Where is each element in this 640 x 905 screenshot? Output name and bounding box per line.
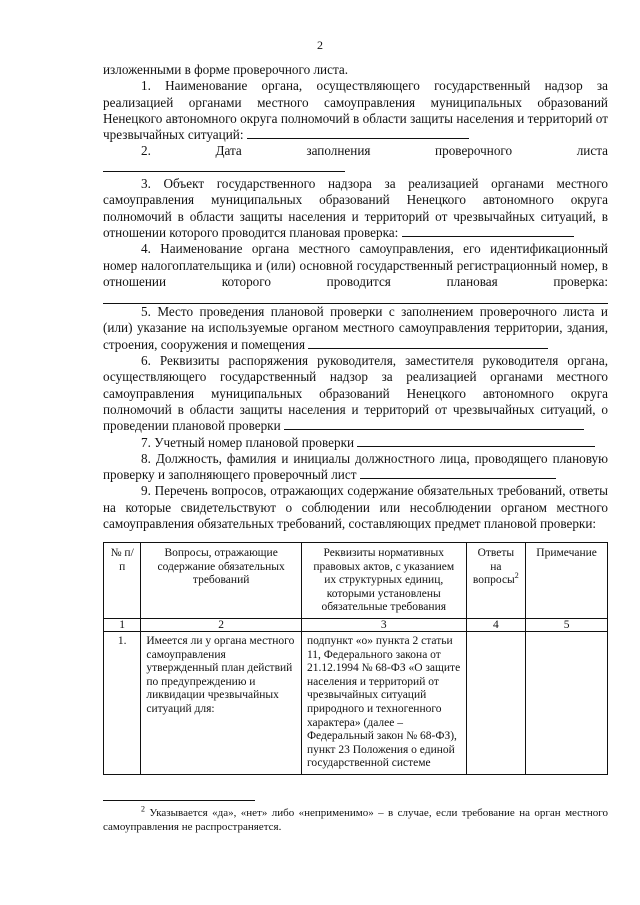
fill-line-4[interactable]: [103, 290, 608, 304]
fill-line-2[interactable]: [103, 161, 345, 172]
paragraph-4: 4. Наименование органа местного самоуправления, его идентификационный номер налогоплательщика и (или) основной государственный регистрационный номер, в отношении которого проводится плановая проверка:: [103, 241, 608, 289]
page-number: 2: [317, 38, 323, 52]
column-number: 2: [141, 618, 302, 631]
paragraph-6: [103, 353, 608, 434]
column-number: 5: [526, 618, 608, 631]
fill-line-6[interactable]: [284, 419, 584, 430]
paragraph-1: [103, 78, 608, 143]
row-number: 1.: [104, 631, 141, 774]
table-header-row: [104, 543, 608, 619]
paragraph-7-text: 7. Учетный номер плановой проверки: [141, 434, 355, 450]
header-answers-text: Ответы на вопросы: [472, 547, 515, 587]
paragraph-3-text: 3. Объект государственного надзора за реализацией органами местного самоуправления муниципальных образований Ненецкого автономного округа полномочий в области защиты населения и территорий от чрезвычайных ситуаций, в отношении которого проводится плановая проверка:: [103, 176, 608, 240]
fill-line-3[interactable]: [402, 226, 574, 237]
header-note: Примечание: [526, 543, 608, 619]
header-number: № п/п: [104, 543, 141, 619]
row-requisites: подпункт «о» пункта 2 статьи 11, Федерального закона от 21.12.1994 № 68-ФЗ «О защите населения и территорий от чрезвычайных ситуаций природного и техногенного характера» (далее – Федеральный закон № 68-ФЗ), пункт 23 Положения о единой государственной системе: [301, 631, 466, 774]
paragraph-1-text: 1. Наименование органа, осуществляющего государственный надзор за реализацией органами местного самоуправления муниципальных образований Ненецкого автономного округа полномочий в области защиты населения и территорий от чрезвычайных ситуаций:: [103, 78, 608, 143]
paragraph-3: [103, 176, 608, 241]
paragraph-5-text: 5. Место проведения плановой проверки с заполнением проверочного листа и (или) указание на используемые органом местного самоуправления территории, здания, строения, сооружения и помещения: [103, 304, 608, 352]
header-answers: [466, 543, 526, 619]
header-requisites: Реквизиты нормативных правовых актов, с указанием их структурных единиц, которыми установлены обязательные требования: [301, 543, 466, 619]
table-row: [104, 631, 608, 774]
row-question: Имеется ли у органа местного самоуправления утвержденный план действий по предупреждению и ликвидации чрезвычайных ситуаций для:: [141, 631, 302, 774]
fill-line-5[interactable]: [308, 338, 548, 349]
paragraph-8-text: 8. Должность, фамилия и инициалы должностного лица, проводящего плановую проверку и заполняющего проверочный лист: [103, 450, 608, 483]
paragraph-5: [103, 304, 608, 353]
fill-line-7[interactable]: [357, 436, 595, 447]
paragraph-6-text: 6. Реквизиты распоряжения руководителя, заместителя руководителя органа, осуществляющего государственный надзор за реализацией органами местного самоуправления муниципальных образований Ненецкого автономного округа полномочий в области защиты населения и территорий от чрезвычайных ситуаций, о проведении плановой проверки: [103, 353, 608, 434]
paragraph-9: 9. Перечень вопросов, отражающих содержание обязательных требований, ответы на которые свидетельствуют о соблюдении или несоблюдении органом местного самоуправления обязательных требований, составляющих предмет плановой проверки:: [103, 483, 608, 532]
document-body: [103, 62, 608, 532]
row-note-cell[interactable]: [526, 631, 608, 774]
paragraph-7: [103, 435, 608, 451]
footnote-separator: [103, 800, 255, 801]
fill-line-1[interactable]: [247, 128, 469, 139]
paragraph-8: [103, 451, 608, 484]
column-number: 4: [466, 618, 526, 631]
column-number: 1: [104, 618, 141, 631]
footnote: [103, 806, 608, 834]
column-number: 3: [301, 618, 466, 631]
fill-line-8[interactable]: [360, 468, 556, 479]
footnote-ref: 2: [514, 571, 519, 581]
footnote-text: Указывается «да», «нет» либо «неприменимо» – в случае, если требование на орган местного самоуправления не распространяется.: [103, 807, 608, 833]
row-answer-cell[interactable]: [466, 631, 526, 774]
checklist-table: [103, 542, 608, 775]
column-number-row: [104, 618, 608, 631]
paragraph-0: изложенными в форме проверочного листа.: [103, 62, 349, 77]
paragraph-2: [103, 143, 608, 176]
footnote-marker: 2: [141, 804, 145, 814]
header-questions: Вопросы, отражающие содержание обязательных требований: [141, 543, 302, 619]
paragraph-2-text: 2. Дата заполнения проверочного листа: [141, 143, 608, 159]
